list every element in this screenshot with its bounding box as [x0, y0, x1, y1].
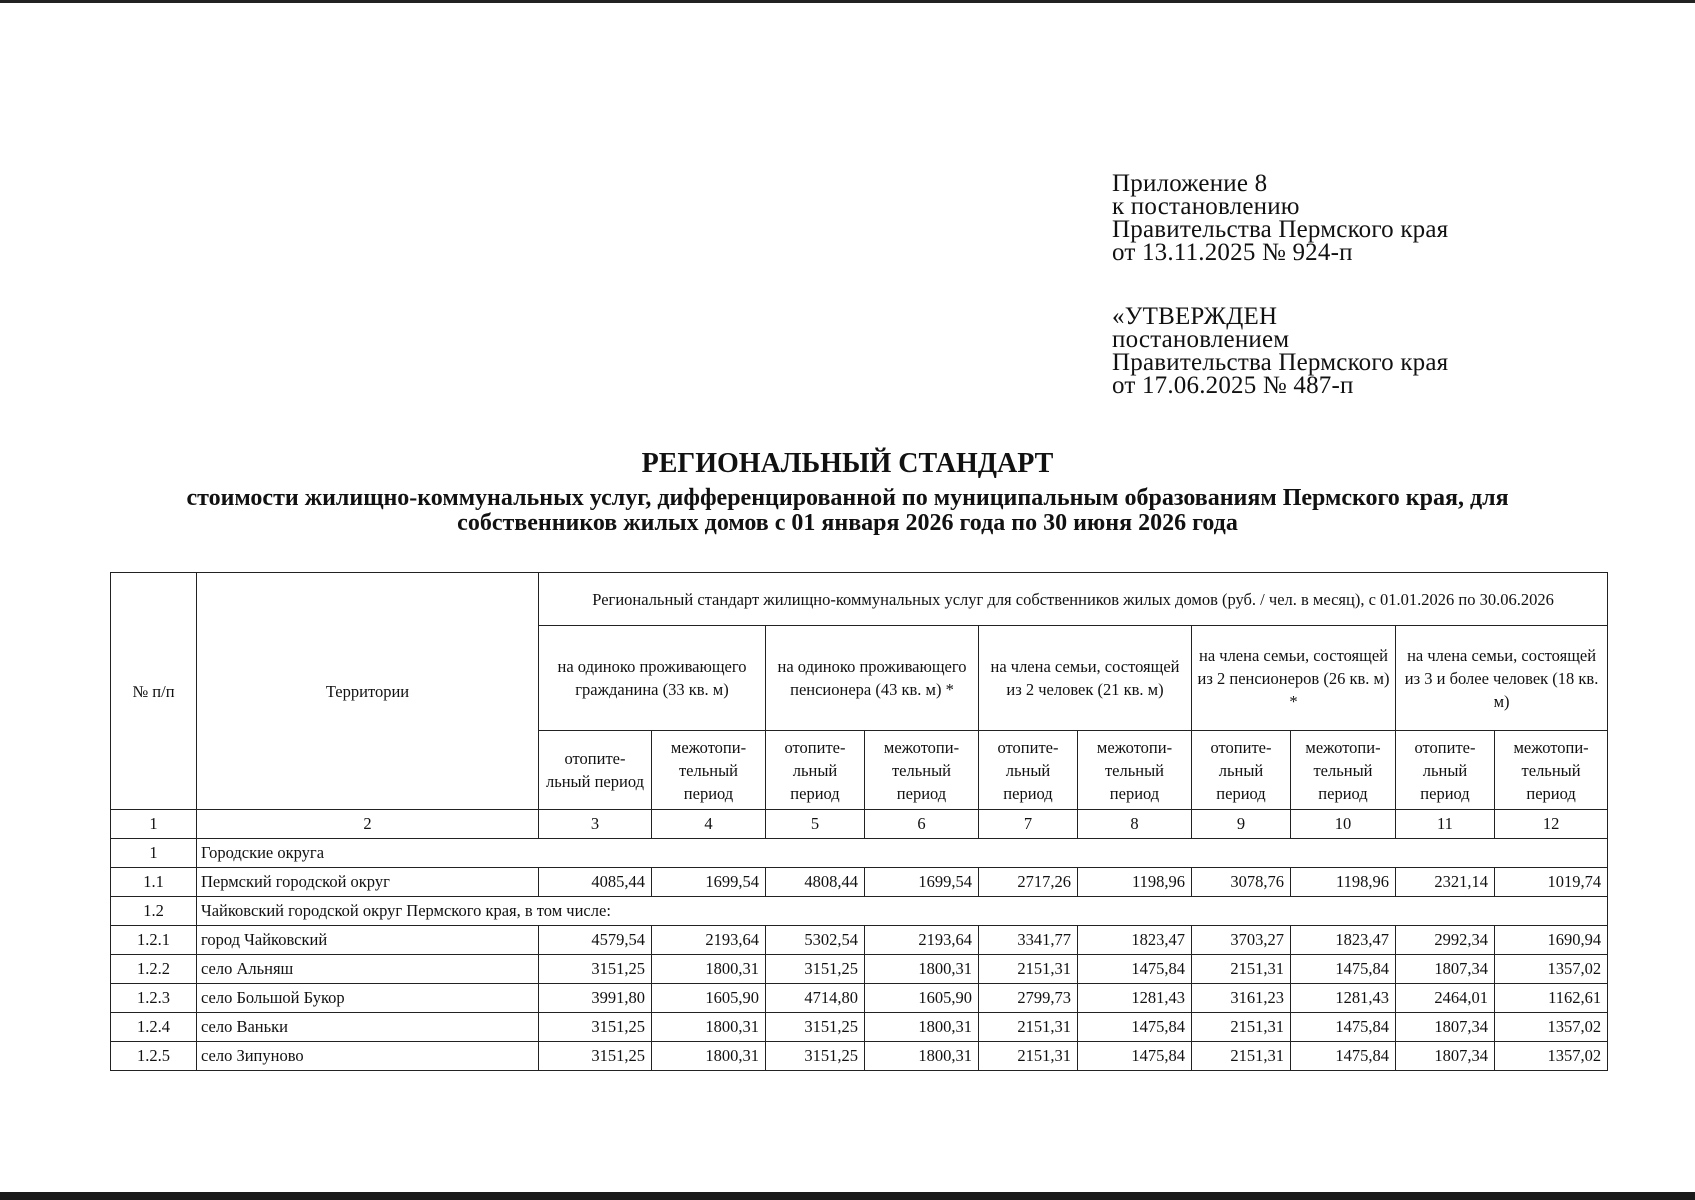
header-group: на одиноко проживающего гражданина (33 кв. м): [539, 626, 766, 731]
value-cell: 1807,34: [1396, 1013, 1495, 1042]
territory-name: село Альняш: [197, 955, 539, 984]
value-cell: 2717,26: [979, 868, 1078, 897]
value-cell: 4085,44: [539, 868, 652, 897]
header-nonheating-period: межотопи-тельный период: [1291, 731, 1396, 810]
value-cell: 1699,54: [652, 868, 766, 897]
value-cell: 3151,25: [766, 1013, 865, 1042]
header-group: на члена семьи, состоящей из 2 пенсионеров (26 кв. м) *: [1192, 626, 1396, 731]
value-cell: 1475,84: [1078, 1013, 1192, 1042]
appendix-line: от 13.11.2025 № 924-п: [1112, 239, 1353, 266]
value-cell: 3151,25: [766, 1042, 865, 1071]
scan-edge-top: [0, 0, 1695, 3]
value-cell: 1357,02: [1495, 1042, 1608, 1071]
value-cell: 1162,61: [1495, 984, 1608, 1013]
value-cell: 1475,84: [1078, 955, 1192, 984]
row-number: 1.2.5: [111, 1042, 197, 1071]
document-title: РЕГИОНАЛЬНЫЙ СТАНДАРТ: [641, 448, 1054, 479]
value-cell: 1690,94: [1495, 926, 1608, 955]
header-heating-period: отопите-льный период: [1396, 731, 1495, 810]
header-standard: Региональный стандарт жилищно-коммунальных услуг для собственников жилых домов (руб. / чел. в месяц), с 01.01.2026 по 30.06.2026: [539, 573, 1608, 626]
value-cell: 1807,34: [1396, 955, 1495, 984]
header-group: на одиноко проживающего пенсионера (43 кв. м) *: [766, 626, 979, 731]
value-cell: 3991,80: [539, 984, 652, 1013]
territory-name: село Большой Букор: [197, 984, 539, 1013]
value-cell: 2151,31: [979, 1042, 1078, 1071]
appendix-line: Приложение 8: [1112, 170, 1268, 197]
header-heating-period: отопите-льный период: [539, 731, 652, 810]
value-cell: 3341,77: [979, 926, 1078, 955]
header-number: № п/п: [111, 573, 197, 810]
value-cell: 2151,31: [979, 1013, 1078, 1042]
value-cell: 2151,31: [979, 955, 1078, 984]
row-number: 1.2.1: [111, 926, 197, 955]
approved-line: постановлением: [1112, 326, 1290, 353]
value-cell: 2799,73: [979, 984, 1078, 1013]
header-group: на члена семьи, состоящей из 2 человек (21 кв. м): [979, 626, 1192, 731]
value-cell: 1357,02: [1495, 1013, 1608, 1042]
column-number: 8: [1078, 810, 1192, 839]
row-number: 1.2.2: [111, 955, 197, 984]
value-cell: 2151,31: [1192, 955, 1291, 984]
value-cell: 3151,25: [766, 955, 865, 984]
value-cell: 1823,47: [1291, 926, 1396, 955]
value-cell: 4579,54: [539, 926, 652, 955]
value-cell: 1198,96: [1291, 868, 1396, 897]
value-cell: 5302,54: [766, 926, 865, 955]
row-number: 1: [111, 839, 197, 868]
column-number: 9: [1192, 810, 1291, 839]
appendix-block: [1112, 172, 1448, 397]
territory-name: город Чайковский: [197, 926, 539, 955]
value-cell: 2464,01: [1396, 984, 1495, 1013]
value-cell: 1475,84: [1291, 1013, 1396, 1042]
table-body: [111, 810, 1608, 1071]
header-heating-period: отопите-льный период: [766, 731, 865, 810]
standard-table: [110, 572, 1608, 1071]
territory-name: село Зипуново: [197, 1042, 539, 1071]
territory-name: Пермский городской округ: [197, 868, 539, 897]
value-cell: 1800,31: [865, 1042, 979, 1071]
value-cell: 1605,90: [652, 984, 766, 1013]
header-heating-period: отопите-льный период: [1192, 731, 1291, 810]
table-row: [111, 984, 1608, 1013]
value-cell: 1475,84: [1291, 955, 1396, 984]
row-number: 1.2.4: [111, 1013, 197, 1042]
row-number: 1.2.3: [111, 984, 197, 1013]
column-number: 2: [197, 810, 539, 839]
value-cell: 3703,27: [1192, 926, 1291, 955]
value-cell: 1281,43: [1078, 984, 1192, 1013]
value-cell: 1605,90: [865, 984, 979, 1013]
appendix-line: Правительства Пермского края: [1112, 216, 1449, 243]
table-row: [111, 955, 1608, 984]
scan-edge-bottom: [0, 1192, 1695, 1200]
value-cell: 2193,64: [865, 926, 979, 955]
value-cell: 1800,31: [652, 1013, 766, 1042]
column-number: 1: [111, 810, 197, 839]
column-number: 5: [766, 810, 865, 839]
value-cell: 1699,54: [865, 868, 979, 897]
value-cell: 2321,14: [1396, 868, 1495, 897]
section-row: [111, 839, 1608, 868]
territory-name: село Ваньки: [197, 1013, 539, 1042]
header-nonheating-period: межотопи-тельный период: [1495, 731, 1608, 810]
header-nonheating-period: межотопи-тельный период: [1078, 731, 1192, 810]
document-subtitle: стоимости жилищно-коммунальных услуг, дифференцированной по муниципальным образованиям Пермского края, для собственников жилых домов с 01 января 2026 года по 30 июня 2026 года: [186, 485, 1509, 536]
value-cell: 1198,96: [1078, 868, 1192, 897]
value-cell: 3161,23: [1192, 984, 1291, 1013]
value-cell: 1823,47: [1078, 926, 1192, 955]
column-number: 4: [652, 810, 766, 839]
table-row: [111, 1013, 1608, 1042]
header-group: на члена семьи, состоящей из 3 и более человек (18 кв. м): [1396, 626, 1608, 731]
value-cell: 1800,31: [652, 955, 766, 984]
value-cell: 2151,31: [1192, 1042, 1291, 1071]
table-row: [111, 1042, 1608, 1071]
column-number: 7: [979, 810, 1078, 839]
column-number: 10: [1291, 810, 1396, 839]
value-cell: 4714,80: [766, 984, 865, 1013]
value-cell: 2151,31: [1192, 1013, 1291, 1042]
appendix-line: к постановлению: [1112, 193, 1300, 220]
header-heating-period: отопите-льный период: [979, 731, 1078, 810]
header-territory: Территории: [197, 573, 539, 810]
row-number: 1.1: [111, 868, 197, 897]
section-row: [111, 897, 1608, 926]
section-name: Городские округа: [197, 839, 1608, 868]
value-cell: 1800,31: [652, 1042, 766, 1071]
value-cell: 1475,84: [1078, 1042, 1192, 1071]
value-cell: 1800,31: [865, 1013, 979, 1042]
value-cell: 3151,25: [539, 1013, 652, 1042]
value-cell: 2992,34: [1396, 926, 1495, 955]
column-number: 3: [539, 810, 652, 839]
value-cell: 1475,84: [1291, 1042, 1396, 1071]
value-cell: 1281,43: [1291, 984, 1396, 1013]
column-number-row: [111, 810, 1608, 839]
value-cell: 1807,34: [1396, 1042, 1495, 1071]
approved-line: Правительства Пермского края: [1112, 349, 1449, 376]
value-cell: 2193,64: [652, 926, 766, 955]
value-cell: 1357,02: [1495, 955, 1608, 984]
value-cell: 1019,74: [1495, 868, 1608, 897]
header-nonheating-period: межотопи-тельный период: [865, 731, 979, 810]
approved-line: «УТВЕРЖДЕН: [1112, 303, 1278, 330]
header-nonheating-period: межотопи-тельный период: [652, 731, 766, 810]
value-cell: 3151,25: [539, 955, 652, 984]
column-number: 11: [1396, 810, 1495, 839]
table-row: [111, 926, 1608, 955]
column-number: 6: [865, 810, 979, 839]
row-number: 1.2: [111, 897, 197, 926]
value-cell: 3151,25: [539, 1042, 652, 1071]
table-row: [111, 868, 1608, 897]
section-name: Чайковский городской округ Пермского края, в том числе:: [197, 897, 1608, 926]
approved-line: от 17.06.2025 № 487-п: [1112, 372, 1354, 399]
value-cell: 4808,44: [766, 868, 865, 897]
value-cell: 3078,76: [1192, 868, 1291, 897]
value-cell: 1800,31: [865, 955, 979, 984]
column-number: 12: [1495, 810, 1608, 839]
